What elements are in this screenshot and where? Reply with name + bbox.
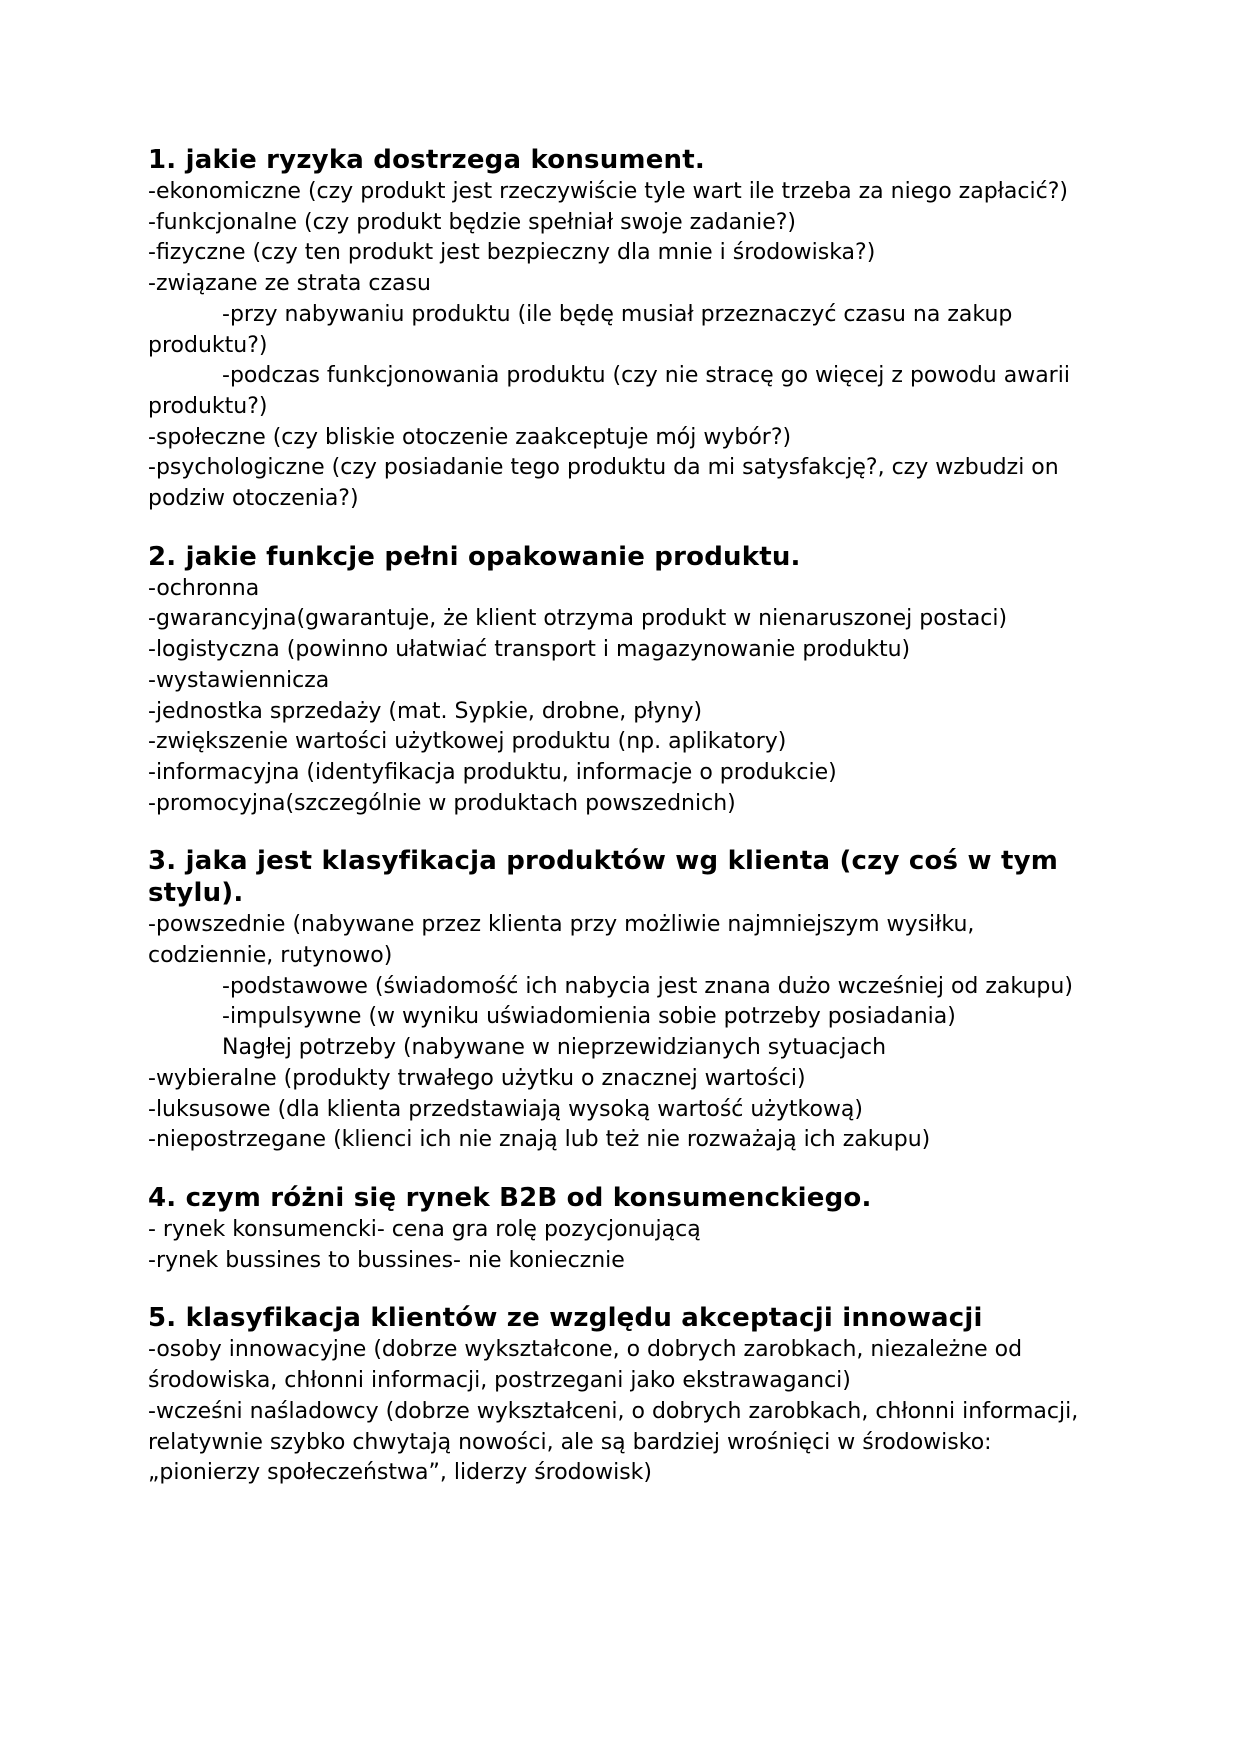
list-item: -fizyczne (czy ten produkt jest bezpieczny dla mnie i środowiska?) [148,240,876,266]
list-item: -psychologiczne (czy posiadanie tego produktu da mi satysfakcję?, czy wzbudzi on podziw otoczenia?) [148,455,1059,512]
section-5 [148,1302,1088,1489]
list-item: -osoby innowacyjne (dobrze wykształcone, o dobrych zarobkach, niezależne od środowiska, chłonni informacji, postrzegani jako ekstrawaganci) [148,1337,1023,1394]
section-title: 1. jakie ryzyka dostrzega konsument. [148,145,705,175]
list-item: -powszednie (nabywane przez klienta przy możliwie najmniejszym wysiłku, codziennie, rutynowo) [148,912,975,969]
list-item: -zwiększenie wartości użytkowej produktu (np. aplikatory) [148,729,787,755]
section-title: 5. klasyfikacja klientów ze względu akceptacji innowacji [148,1303,983,1334]
list-item: -niepostrzegane (klienci ich nie znają lub też nie rozważają ich zakupu) [148,1127,931,1153]
section-title: 3. jaka jest klasyfikacja produktów wg klienta (czy coś w tym stylu). [148,846,1059,909]
list-item: -gwarancyjna(gwarantuje, że klient otrzyma produkt w nienaruszonej postaci) [148,606,1008,632]
section-2 [148,541,1088,820]
list-subitem: -podczas funkcjonowania produktu (czy nie stracę go więcej z powodu awarii produktu?) [148,363,1070,419]
list-item: - rynek konsumencki- cena gra rolę pozycjonującą [148,1216,701,1242]
list-item: -rynek bussines to bussines- nie koniecznie [148,1247,625,1273]
list-item: -luksusowe (dla klienta przedstawiają wysoką wartość użytkową) [148,1096,863,1122]
list-item: -ekonomiczne (czy produkt jest rzeczywiście tyle wart ile trzeba za niego zapłacić?) [148,179,1068,204]
list-subitem: -przy nabywaniu produktu (ile będę musiał przeznaczyć czasu na zakup produktu?) [148,301,1013,358]
section-1 [148,144,1088,515]
list-item: -jednostka sprzedaży (mat. Sypkie, drobne, płyny) [148,698,703,724]
list-item: -wcześni naśladowcy (dobrze wykształceni, o dobrych zarobkach, chłonni informacji, relatywnie szybko chwytają nowości, ale są bardziej wrośnięci w środowisko: „pionierzy społeczeństwa”, liderzy środowisk) [148,1398,1079,1486]
list-item: -związane ze strata czasu [148,271,431,297]
list-item: -społeczne (czy bliskie otoczenie zaakceptuje mój wybór?) [148,424,792,450]
list-subitem: Nagłej potrzeby (nabywane w nieprzewidzianych sytuacjach [222,1035,887,1061]
list-item: -wystawiennicza [148,667,330,693]
section-title: 2. jakie funkcje pełni opakowanie produktu. [148,541,801,572]
section-title: 4. czym różni się rynek B2B od konsumenckiego. [148,1182,872,1213]
list-item: -promocyjna(szczególnie w produktach powszednich) [148,790,736,816]
list-item: -logistyczna (powinno ułatwiać transport i magazynowanie produktu) [148,637,911,663]
list-item: -funkcjonalne (czy produkt będzie spełniał swoje zadanie?) [148,209,797,235]
document-page [148,144,1088,1515]
section-3 [148,845,1088,1156]
list-subitem: -impulsywne (w wyniku uświadomienia sobie potrzeby posiadania) [222,1004,956,1030]
section-4 [148,1182,1088,1276]
list-item: -informacyjna (identyfikacja produktu, informacje o produkcie) [148,759,837,785]
list-item: -ochronna [148,575,260,601]
list-subitem: -podstawowe (świadomość ich nabycia jest znana dużo wcześniej od zakupu) [222,973,1073,999]
list-item: -wybieralne (produkty trwałego użytku o znacznej wartości) [148,1065,806,1091]
